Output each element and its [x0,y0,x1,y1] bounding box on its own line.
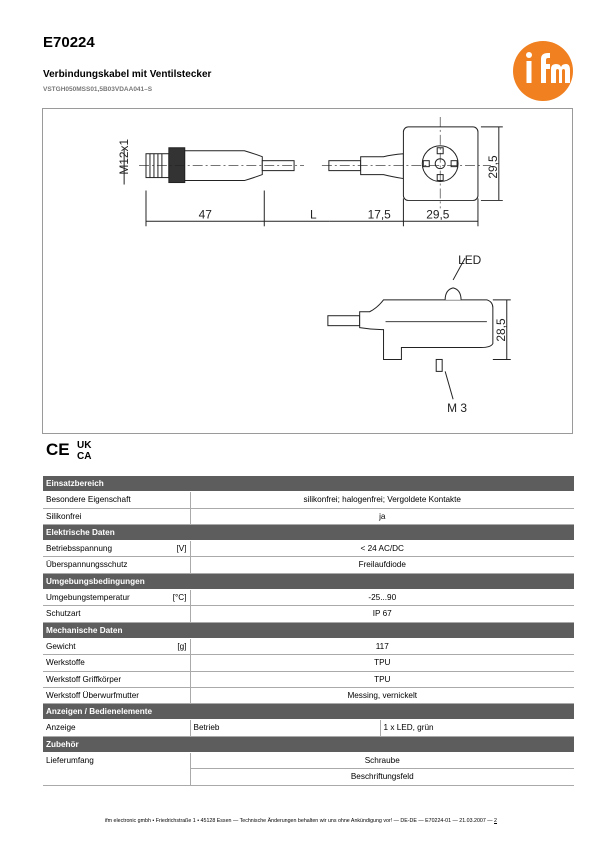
dim-17-5: 17,5 [367,207,391,222]
row-unit: [°C] [163,590,190,606]
row-label: Anzeige [43,720,163,736]
certification-marks [46,438,106,460]
row-value: silikonfrei; halogenfrei; Vergoldete Kontakte [190,492,574,508]
table-row [43,769,574,785]
row-label: Überspannungsschutz [43,557,163,573]
section-header: Umgebungsbedingungen [43,573,574,589]
row-label: Besondere Eigenschaft [43,492,163,508]
table-row [43,541,574,557]
table-row [43,606,574,622]
row-value: ja [190,508,574,524]
table-row [43,492,574,508]
section-header: Zubehör [43,736,574,752]
row-value: Beschriftungsfeld [190,769,574,785]
table-row [43,508,574,524]
footer [0,818,602,824]
screw-label: M 3 [447,401,467,416]
dim-29-5-height: 29,5 [485,155,500,179]
ifm-logo [512,40,574,102]
spec-table [43,476,574,786]
table-row [43,753,574,769]
row-value: TPU [190,671,574,687]
row-value: Freilaufdiode [190,557,574,573]
article-number: E70224 [43,34,95,51]
table-row [43,557,574,573]
table-row [43,638,574,654]
row-value: TPU [190,655,574,671]
row-label: Gewicht [43,638,163,654]
row-value: -25...90 [190,590,574,606]
row-sublabel: Betrieb [190,720,380,736]
thread-label: M12x1 [117,138,132,175]
row-label: Werkstoff Griffkörper [43,671,163,687]
row-label: Schutzart [43,606,163,622]
row-label: Lieferumfang [46,756,94,766]
technical-drawing [42,108,573,434]
table-row [43,671,574,687]
dim-l: L [309,207,317,222]
row-value: IP 67 [190,606,574,622]
row-unit: [V] [163,541,190,557]
row-value: < 24 AC/DC [190,541,574,557]
row-label: Werkstoffe [43,655,163,671]
dim-29-5-width: 29,5 [426,207,450,222]
section-header: Einsatzbereich [43,476,574,492]
footer-text: ifm electronic gmbh • Friedrichstraße 1 • 45128 Essen — Technische Änderungen behalten wir uns ohne Ankündigung vor! — DE-DE — E70224-01 — 21.03.2007 — [105,818,493,824]
ce-mark: CE [46,440,70,459]
product-name: Verbindungskabel mit Ventilstecker [43,69,212,80]
ukca-mark-bottom: CA [77,451,92,460]
dim-28-5: 28,5 [493,318,508,342]
table-row [43,687,574,703]
row-value: 1 x LED, grün [380,720,574,736]
table-row [43,720,574,736]
dim-47: 47 [198,207,212,222]
row-unit: [g] [163,638,190,654]
table-row [43,655,574,671]
row-label: Betriebsspannung [43,541,163,557]
section-header: Mechanische Daten [43,622,574,638]
row-label: Werkstoff Überwurfmutter [43,687,163,703]
led-label: LED [458,253,482,268]
row-value: 117 [190,638,574,654]
row-value: Messing, vernickelt [190,687,574,703]
row-label: Silikonfrei [43,508,163,524]
row-label: Umgebungstemperatur [43,590,163,606]
row-value: Schraube [190,753,574,769]
page-mark: 2 [494,818,497,824]
table-row [43,590,574,606]
ukca-mark-top: UK [77,440,92,451]
section-header: Anzeigen / Bedienelemente [43,704,574,720]
type-code: VSTGH050MSS01,5B03VDAA041–S [43,86,153,93]
section-header: Elektrische Daten [43,524,574,540]
